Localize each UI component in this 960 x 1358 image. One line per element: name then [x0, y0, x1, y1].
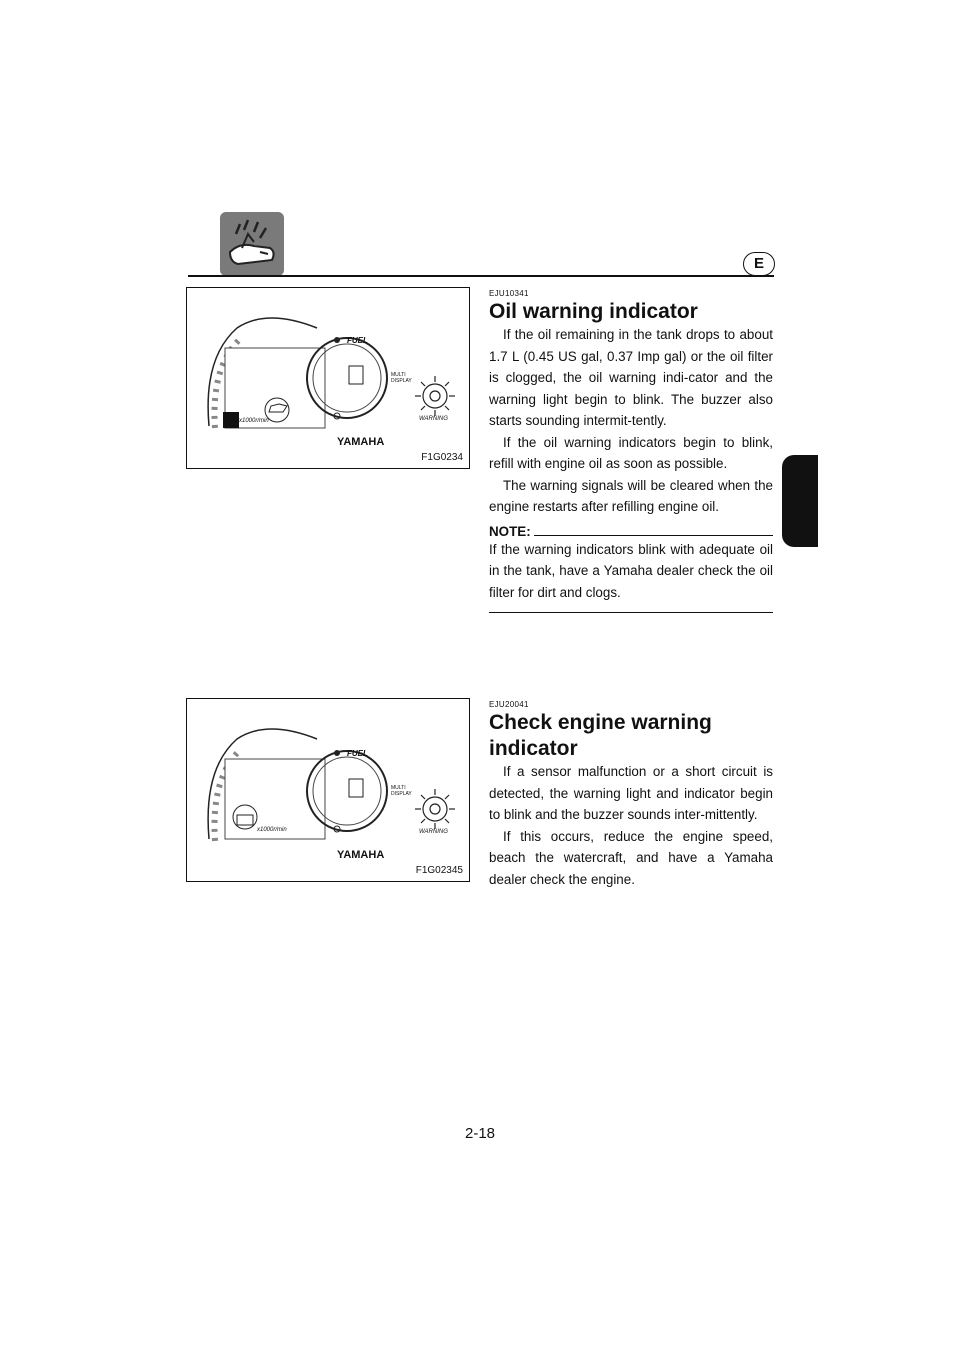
section-code: EJU20041: [489, 700, 529, 709]
figure-code: F1G0234: [421, 452, 463, 463]
note-text: If the warning indicators blink with adequate oil in the tank, have a Yamaha dealer check the oil filter for dirt and clogs.: [489, 541, 773, 600]
oil-warning-section: [489, 289, 773, 613]
instrument-panel-illustration: [187, 288, 469, 468]
paragraph: If this occurs, reduce the engine speed, beach the watercraft, and have a Yamaha dealer check the engine.: [489, 828, 773, 887]
chapter-tab: [782, 455, 818, 547]
page-number: 2-18: [464, 1125, 496, 1142]
paragraph: If a sensor malfunction or a short circuit is detected, the warning light and indicator begin to blink and the buzzer sounds inter-mittently.: [489, 764, 773, 822]
brand-logo: YAMAHA: [337, 849, 385, 861]
multi-display-label: MULTI DISPLAY: [391, 372, 412, 384]
check-engine-section: [489, 700, 773, 890]
figure-code: F1G02345: [415, 865, 463, 876]
watercraft-splash-icon: [220, 212, 284, 276]
paragraph: The warning signals will be cleared when the engine restarts after refilling engine oil.: [489, 477, 773, 514]
fuel-label: FUEL: [347, 336, 368, 345]
brand-logo: YAMAHA: [337, 436, 385, 448]
note-end-rule: [489, 612, 773, 613]
note-rule: [534, 535, 773, 536]
oil-warning-figure: [186, 287, 470, 469]
section-code: EJU10341: [489, 289, 529, 298]
paragraph: If the oil warning indicators begin to blink, refill with engine oil as soon as possible.: [489, 434, 773, 471]
language-badge: E: [743, 252, 775, 276]
warning-label: WARNING: [419, 829, 448, 835]
rpm-label: x1000r/min: [239, 418, 269, 424]
rpm-label: x1000r/min: [257, 827, 287, 833]
section-title: Check engine warning: [489, 711, 712, 734]
multi-display-label: MULTI DISPLAY: [391, 785, 412, 797]
section-title-continued: indicator: [489, 737, 578, 760]
check-engine-figure: [186, 698, 470, 882]
note-label: NOTE:: [489, 523, 531, 539]
warning-label: WARNING: [419, 416, 448, 422]
fuel-label: FUEL: [347, 749, 368, 758]
section-title: Oil warning indicator: [489, 300, 698, 323]
instrument-panel-illustration: [187, 699, 469, 881]
note-header: [489, 524, 773, 539]
header-rule: [188, 275, 774, 277]
paragraph: If the oil remaining in the tank drops to about 1.7 L (0.45 US gal, 0.37 Imp gal) or the oil filter is clogged, the oil warning indi-cator and the warning light begin to blink. The buzzer also starts sounding intermit-tently.: [489, 327, 773, 428]
